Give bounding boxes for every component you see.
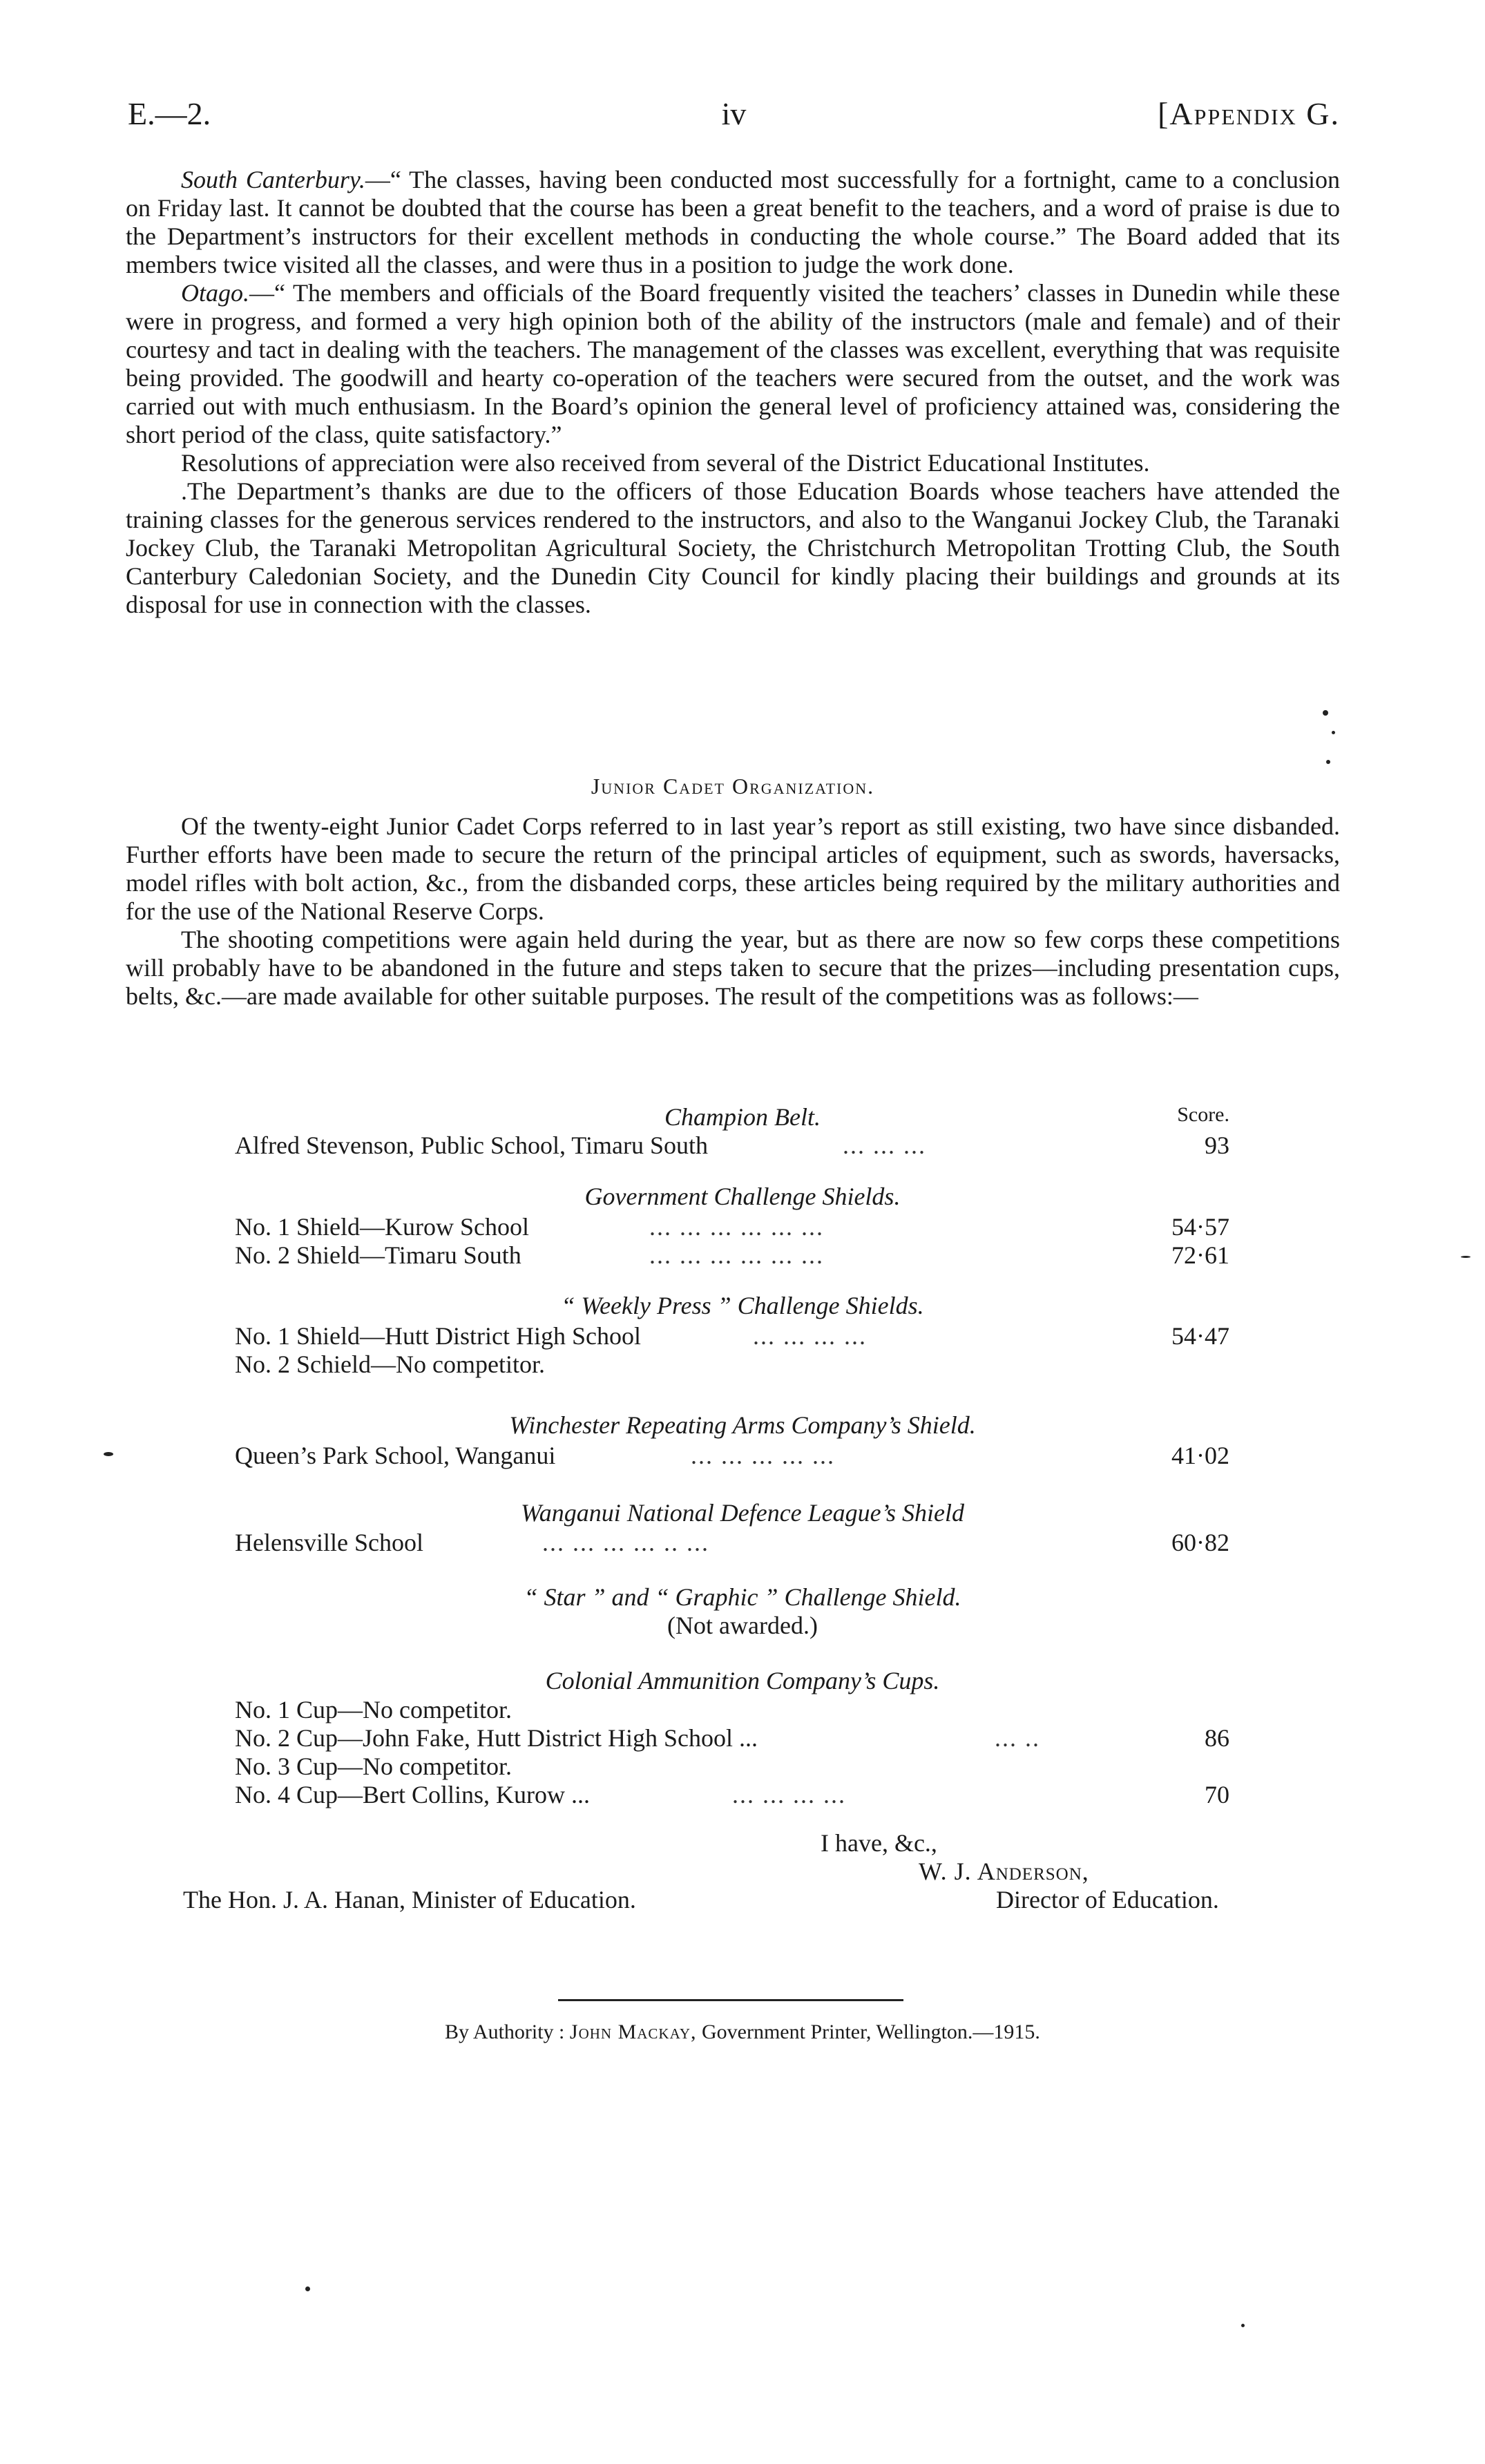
paragraph-text: .The Department’s thanks are due to the officers of those Education Boards whose teachers have attended the training classes for the generous services rendered to the instructors, and also to the Wanganui Jockey Club, the Taranaki Jockey Club, the Taranaki Metropolitan Agricultural Society, the Christchurch Metropolitan Trotting Club, the South Canterbury Caledonian Society, and the Dunedin City Council for kindly placing their buildings and grounds at its disposal for use in connection with the classes.	[126, 477, 1340, 618]
competition-title: “ Weekly Press ” Challenge Shields.	[561, 1292, 924, 1319]
scan-speck	[305, 2286, 310, 2291]
result-label: Helensville School	[235, 1529, 423, 1556]
imprint-printer: John Mackay,	[569, 2021, 697, 2043]
result-label: No. 2 Shield—Timaru South	[235, 1241, 521, 1269]
scan-speck	[104, 1452, 113, 1456]
result-row	[235, 1724, 1229, 1753]
competition-title: Colonial Ammunition Company’s Cups.	[545, 1667, 940, 1694]
result-row	[235, 1753, 1229, 1781]
section-title: Junior Cadet Organization.	[591, 774, 875, 799]
competition-title: Government Challenge Shields.	[584, 1183, 901, 1210]
paragraph-lead: South Canterbury.	[181, 166, 365, 193]
result-score: 60·82	[1171, 1529, 1229, 1556]
result-row	[235, 1322, 1229, 1350]
scan-speck	[1241, 2324, 1245, 2327]
result-label: Alfred Stevenson, Public School, Timaru South	[235, 1131, 709, 1159]
result-score: 41·02	[1171, 1442, 1229, 1469]
result-row	[235, 1442, 1229, 1470]
competition-title: Wanganui National Defence League’s Shield	[521, 1499, 964, 1527]
leader-dots: ... ... ... ... ... ...	[649, 1213, 824, 1241]
leader-dots: ... ... ... ...	[753, 1322, 867, 1350]
imprint	[0, 2021, 1485, 2044]
paragraph	[126, 449, 1340, 477]
paragraph: Of the twenty-eight Junior Cadet Corps referred to in last year’s report as still existing, two have since disbanded. Further efforts have been made to secure the return of the principal articles of equipment, such as swords, haversacks, model rifles with bolt action, &c., from the disbanded corps, these articles being required by the military authorities and for the use of the National Reserve Corps.	[126, 812, 1340, 925]
result-label: No. 2 Cup—John Fake, Hutt District High School ...	[235, 1724, 758, 1752]
leader-dots: ... ... ... ... ...	[691, 1442, 835, 1469]
result-row	[235, 1213, 1229, 1241]
signatory-title: Director of Education.	[996, 1886, 1219, 1913]
paragraph	[126, 279, 1340, 449]
scan-speck	[1323, 710, 1328, 716]
result-label: No. 1 Shield—Kurow School	[235, 1213, 529, 1241]
scan-speck	[1461, 1256, 1470, 1258]
paragraph-text: Resolutions of appreciation were also received from several of the District Educational Institutes.	[181, 449, 1150, 477]
page-number: iv	[721, 96, 747, 131]
scan-speck	[1332, 731, 1335, 734]
competition-title: Winchester Repeating Arms Company’s Shield.	[509, 1411, 976, 1439]
leader-dots: ... ... ... ... ... ...	[649, 1241, 824, 1269]
signatory-name: W. J. Anderson,	[919, 1857, 1089, 1885]
result-score: 54·47	[1171, 1322, 1229, 1350]
imprint-prefix: By Authority :	[445, 2021, 565, 2043]
result-row	[235, 1241, 1229, 1270]
result-label: No. 3 Cup—No competitor.	[235, 1753, 512, 1780]
divider-rule	[558, 1999, 903, 2001]
addressee: The Hon. J. A. Hanan, Minister of Education.	[183, 1886, 636, 1913]
result-row	[235, 1350, 1229, 1379]
paragraph: The shooting competitions were again held during the year, but as there are now so few corps these competitions will probably have to be abandoned in the future and steps taken to secure that the prizes—including presentation cups, belts, &c.—are made available for other suitable purposes. The result of the competitions was as follows:—	[126, 926, 1340, 1010]
closing-line: I have, &c.,	[821, 1829, 937, 1857]
result-score: 93	[1205, 1131, 1229, 1159]
result-label: No. 1 Shield—Hutt District High School	[235, 1322, 641, 1350]
scan-speck	[1326, 760, 1330, 764]
leader-dots: ... ... ... ...	[732, 1781, 846, 1808]
result-row	[235, 1131, 1229, 1160]
result-score: 54·57	[1171, 1213, 1229, 1241]
paragraph	[126, 166, 1340, 279]
header-left: E.—2.	[128, 96, 211, 131]
page-header	[128, 95, 1340, 137]
result-label: Queen’s Park School, Wanganui	[235, 1442, 556, 1469]
leader-dots: ... ... ... ... .. ...	[542, 1529, 709, 1556]
result-score: 86	[1205, 1724, 1229, 1752]
score-column-heading: Score.	[1177, 1103, 1229, 1126]
imprint-rest: Government Printer, Wellington.—1915.	[702, 2021, 1040, 2043]
report-block-1	[126, 166, 1340, 619]
competition-title: “ Star ” and “ Graphic ” Challenge Shield.	[524, 1583, 961, 1611]
result-row	[235, 1529, 1229, 1557]
result-row	[235, 1781, 1229, 1809]
result-row	[235, 1696, 1229, 1724]
result-score: 72·61	[1171, 1241, 1229, 1269]
paragraph	[126, 477, 1340, 619]
result-label: No. 4 Cup—Bert Collins, Kurow ...	[235, 1781, 591, 1808]
result-score: 70	[1205, 1781, 1229, 1808]
paragraph-lead: Otago.	[181, 279, 249, 307]
report-block-2	[126, 812, 1340, 1011]
paragraph-text: —“ The members and officials of the Board frequently visited the teachers’ classes in Dunedin while these were in progress, and formed a very high opinion both of the ability of the instructors (male and female) and of their courtesy and tact in dealing with the teachers. The management of the classes was excellent, everything that was requisite being provided. The goodwill and hearty co-operation of the teachers were secured from the outset, and the work was carried out with much enthusiasm. In the Board’s opinion the general level of proficiency attained was, considering the short period of the class, quite satisfactory.”	[126, 279, 1340, 448]
leader-dots: ... ..	[995, 1724, 1040, 1752]
leader-dots: ... ... ...	[843, 1131, 926, 1159]
result-label: No. 1 Cup—No competitor.	[235, 1696, 512, 1723]
competition-title: Champion Belt.	[664, 1103, 821, 1131]
result-label: No. 2 Schield—No competitor.	[235, 1350, 545, 1378]
not-awarded-note: (Not awarded.)	[667, 1612, 818, 1639]
paragraph-text: —“ The classes, having been conducted most successfully for a fortnight, came to a conclusion on Friday last. It cannot be doubted that the course has been a great benefit to the teachers, and a word of praise is due to the Department’s instructors for their excellent methods in conducting the whole course.” The Board added that its members twice visited all the classes, and were thus in a position to judge the work done.	[126, 166, 1341, 278]
header-right: [Appendix G.	[1158, 96, 1340, 131]
